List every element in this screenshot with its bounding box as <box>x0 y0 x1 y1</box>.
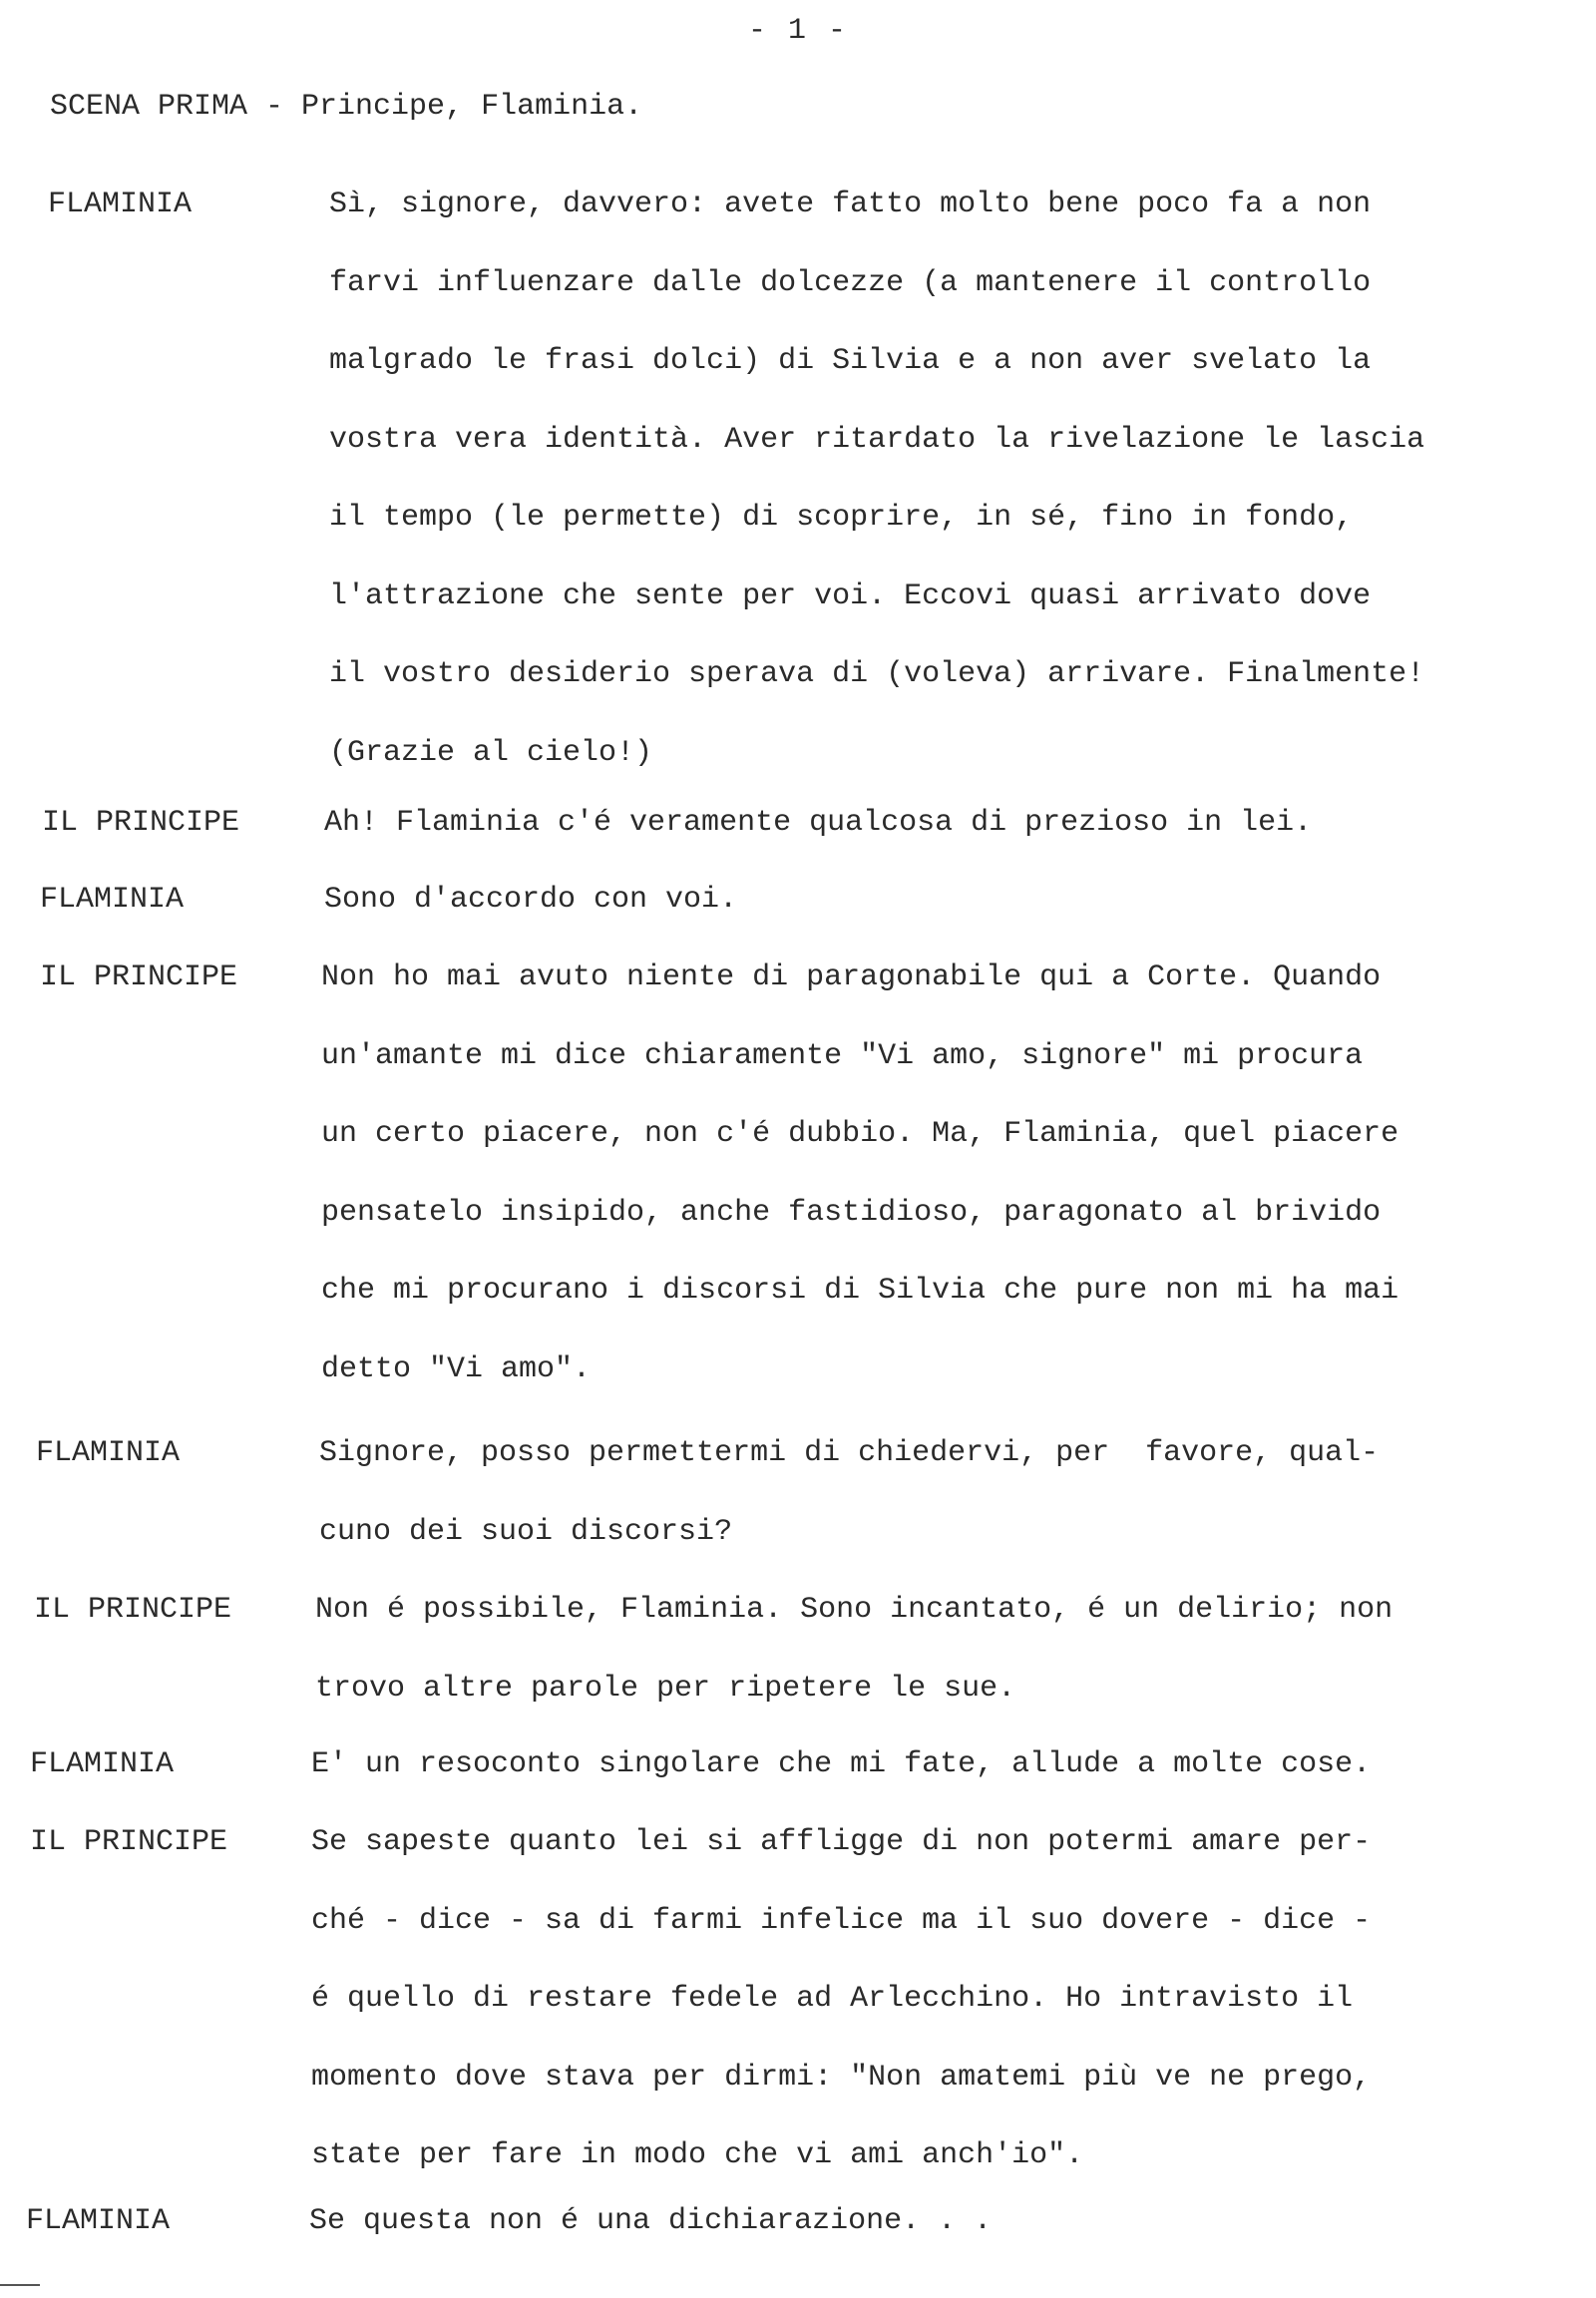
dialogue-line: il vostro desiderio sperava di (voleva) arrivare. Finalmente! <box>329 657 1425 691</box>
dialogue-line: trovo altre parole per ripetere le sue. <box>315 1671 1016 1706</box>
dialogue-line: é quello di restare fedele ad Arlecchino. Ho intravisto il <box>311 1982 1354 2016</box>
speaker-name: IL PRINCIPE <box>40 960 238 994</box>
dialogue-line: ché - dice - sa di farmi infelice ma il suo dovere - dice - <box>311 1903 1372 1938</box>
speaker-name: FLAMINIA <box>36 1436 181 1470</box>
dialogue-line: pensatelo insipido, anche fastidioso, paragonato al brivido <box>321 1195 1382 1230</box>
speaker-name: FLAMINIA <box>30 1747 175 1781</box>
dialogue-line: Ah! Flaminia c'é veramente qualcosa di prezioso in lei. <box>324 806 1313 840</box>
dialogue-line: Se sapeste quanto lei si affligge di non potermi amare per- <box>311 1825 1372 1859</box>
speaker-name: IL PRINCIPE <box>42 806 240 840</box>
scene-heading: SCENA PRIMA - Principe, Flaminia. <box>50 90 643 124</box>
dialogue-line: che mi procurano i discorsi di Silvia che pure non mi ha mai <box>321 1274 1399 1308</box>
dialogue-line: Non é possibile, Flaminia. Sono incantato, é un delirio; non <box>315 1593 1394 1627</box>
dialogue-line: momento dove stava per dirmi: "Non amatemi più ve ne prego, <box>311 2060 1372 2095</box>
dialogue-line: state per fare in modo che vi ami anch'io". <box>311 2138 1084 2172</box>
dialogue-line: un'amante mi dice chiaramente "Vi amo, signore" mi procura <box>321 1038 1364 1073</box>
dialogue-line: malgrado le frasi dolci) di Silvia e a non aver svelato la <box>329 344 1372 378</box>
page-number: - 1 - <box>747 14 848 48</box>
speaker-name: IL PRINCIPE <box>34 1593 232 1627</box>
dialogue-line: E' un resoconto singolare che mi fate, allude a molte cose. <box>311 1747 1372 1781</box>
speaker-name: FLAMINIA <box>26 2204 171 2238</box>
dialogue-line: un certo piacere, non c'é dubbio. Ma, Flaminia, quel piacere <box>321 1117 1399 1151</box>
speaker-name: IL PRINCIPE <box>30 1825 228 1859</box>
page-edge-mark <box>0 2284 40 2286</box>
dialogue-line: vostra vera identità. Aver ritardato la rivelazione le lascia <box>329 422 1425 457</box>
dialogue-line: Signore, posso permettermi di chiedervi, per favore, qual- <box>319 1436 1380 1470</box>
dialogue-line: il tempo (le permette) di scoprire, in sé, fino in fondo, <box>329 501 1354 535</box>
dialogue-line: Sono d'accordo con voi. <box>324 883 738 917</box>
speaker-name: FLAMINIA <box>48 188 193 221</box>
dialogue-line: farvi influenzare dalle dolcezze (a mantenere il controllo <box>329 265 1372 300</box>
dialogue-line: cuno dei suoi discorsi? <box>319 1514 733 1549</box>
dialogue-line: l'attrazione che sente per voi. Eccovi quasi arrivato dove <box>329 578 1372 613</box>
dialogue-line: Se questa non é una dichiarazione. . . <box>309 2204 993 2238</box>
dialogue-line: Non ho mai avuto niente di paragonabile qui a Corte. Quando <box>321 960 1382 994</box>
speaker-name: FLAMINIA <box>40 883 185 917</box>
dialogue-line: (Grazie al cielo!) <box>329 735 653 770</box>
dialogue-line: detto "Vi amo". <box>321 1351 592 1386</box>
dialogue-line: Sì, signore, davvero: avete fatto molto bene poco fa a non <box>329 188 1372 221</box>
